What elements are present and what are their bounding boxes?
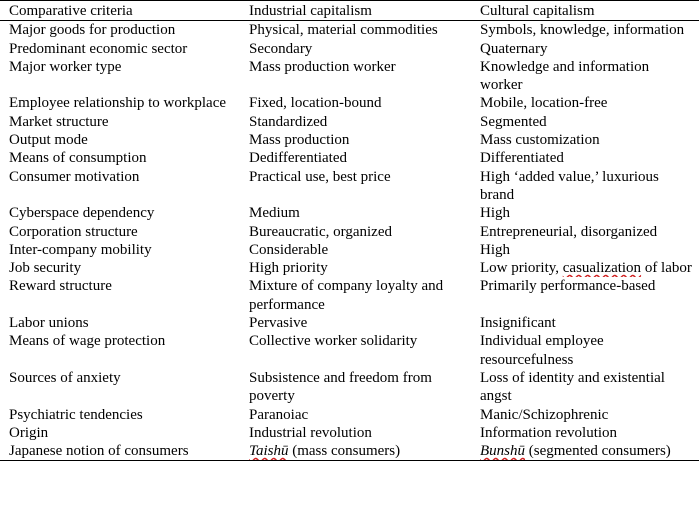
criterion-cell: Job security <box>9 260 82 277</box>
table-row <box>0 168 699 205</box>
cultural-cell: Symbols, knowledge, information <box>480 22 685 39</box>
criterion-cell: Market structure <box>9 113 109 130</box>
table-row <box>0 332 699 369</box>
industrial-cell: Standardized <box>249 113 328 130</box>
criterion-cell: Means of wage protection <box>9 333 166 350</box>
industrial-cell: Practical use, best price <box>249 168 391 185</box>
criterion-cell: Corporation structure <box>9 223 138 240</box>
spellcheck-marked-word: casualization <box>562 260 642 277</box>
table-row <box>0 149 699 167</box>
table-body <box>0 21 699 461</box>
criterion-cell: Psychiatric tendencies <box>9 406 143 423</box>
criterion-cell: Inter-company mobility <box>9 241 152 258</box>
table-row <box>0 21 699 40</box>
table-row <box>0 406 699 424</box>
table-row <box>0 241 699 259</box>
cultural-text: (segmented consumers) <box>525 443 671 460</box>
industrial-cell: Subsistence and freedom from poverty <box>249 369 432 405</box>
cultural-cell: Insignificant <box>480 315 556 332</box>
criterion-cell: Means of consumption <box>9 150 147 167</box>
industrial-cell: Medium <box>249 205 300 222</box>
industrial-cell: Physical, material commodities <box>249 22 438 39</box>
cultural-cell: High <box>480 205 510 222</box>
criterion-cell: Cyberspace dependency <box>9 205 155 222</box>
criterion-cell: Employee relationship to workplace <box>9 95 227 112</box>
cultural-cell: Segmented <box>480 113 547 130</box>
cultural-text: Low priority, <box>480 260 563 277</box>
cultural-cell <box>471 442 699 461</box>
criterion-cell: Origin <box>9 424 49 441</box>
cultural-cell: Quaternary <box>480 40 548 57</box>
criterion-cell: Major worker type <box>9 58 122 75</box>
criterion-cell: Output mode <box>9 132 88 149</box>
header-cultural-capitalism: Cultural capitalism <box>471 1 699 21</box>
cultural-cell: Knowledge and information worker <box>480 58 650 94</box>
cultural-cell: Mobile, location-free <box>480 95 608 112</box>
criterion-cell: Reward structure <box>9 278 112 295</box>
header-comparative-criteria: Comparative criteria <box>0 1 240 21</box>
table-row <box>0 204 699 222</box>
cultural-cell: Primarily performance-based <box>480 278 656 295</box>
cultural-cell: Manic/Schizophrenic <box>480 406 609 423</box>
industrial-cell: Fixed, location-bound <box>249 95 382 112</box>
cultural-cell: Individual employee resourcefulness <box>480 333 604 368</box>
industrial-cell: Secondary <box>249 40 313 57</box>
industrial-cell: Bureaucratic, organized <box>249 223 392 240</box>
industrial-cell: Considerable <box>249 241 329 258</box>
industrial-cell: Mass production <box>249 132 350 149</box>
criterion-cell: Labor unions <box>9 315 89 332</box>
cultural-cell: Information revolution <box>480 424 618 441</box>
table-row <box>0 314 699 332</box>
industrial-cell <box>240 442 471 461</box>
table-row <box>0 369 699 406</box>
criterion-cell: Major goods for production <box>9 22 176 39</box>
cultural-cell: Mass customization <box>480 132 600 149</box>
table-row <box>0 131 699 149</box>
table-row <box>0 40 699 58</box>
japanese-term: Bunshū <box>480 443 525 460</box>
table-row <box>0 442 699 461</box>
cultural-cell <box>471 259 699 277</box>
table-row <box>0 424 699 442</box>
criterion-cell: Predominant economic sector <box>9 40 188 57</box>
table-row <box>0 113 699 131</box>
cultural-cell: Loss of identity and existential angst <box>480 369 665 405</box>
industrial-cell: Pervasive <box>249 315 308 332</box>
table-row <box>0 223 699 241</box>
industrial-cell: Paranoiac <box>249 406 309 423</box>
cultural-cell: High <box>480 241 510 258</box>
cultural-cell: High ‘added value,’ luxurious brand <box>480 168 659 203</box>
table-header <box>0 1 699 21</box>
criterion-cell: Japanese notion of consumers <box>0 442 240 461</box>
industrial-cell: High priority <box>249 260 328 277</box>
cultural-cell: Entrepreneurial, disorganized <box>480 223 658 240</box>
header-row <box>0 1 699 21</box>
criterion-cell: Sources of anxiety <box>9 369 121 386</box>
japanese-term: Taishū <box>249 443 289 460</box>
table-row <box>0 94 699 112</box>
header-industrial-capitalism: Industrial capitalism <box>240 1 471 21</box>
table-row <box>0 58 699 95</box>
industrial-cell: Mass production worker <box>249 58 396 75</box>
industrial-cell: Collective worker solidarity <box>249 333 418 350</box>
industrial-cell: Dedifferentiated <box>249 150 348 167</box>
industrial-cell: Mixture of company loyalty and performance <box>249 278 444 313</box>
criterion-cell: Consumer motivation <box>9 168 140 185</box>
cultural-text: of labor <box>641 260 692 277</box>
table-row <box>0 259 699 277</box>
industrial-cell: Industrial revolution <box>249 424 372 441</box>
cultural-cell: Differentiated <box>480 150 564 167</box>
table-row <box>0 277 699 314</box>
industrial-text: (mass consumers) <box>288 443 401 460</box>
